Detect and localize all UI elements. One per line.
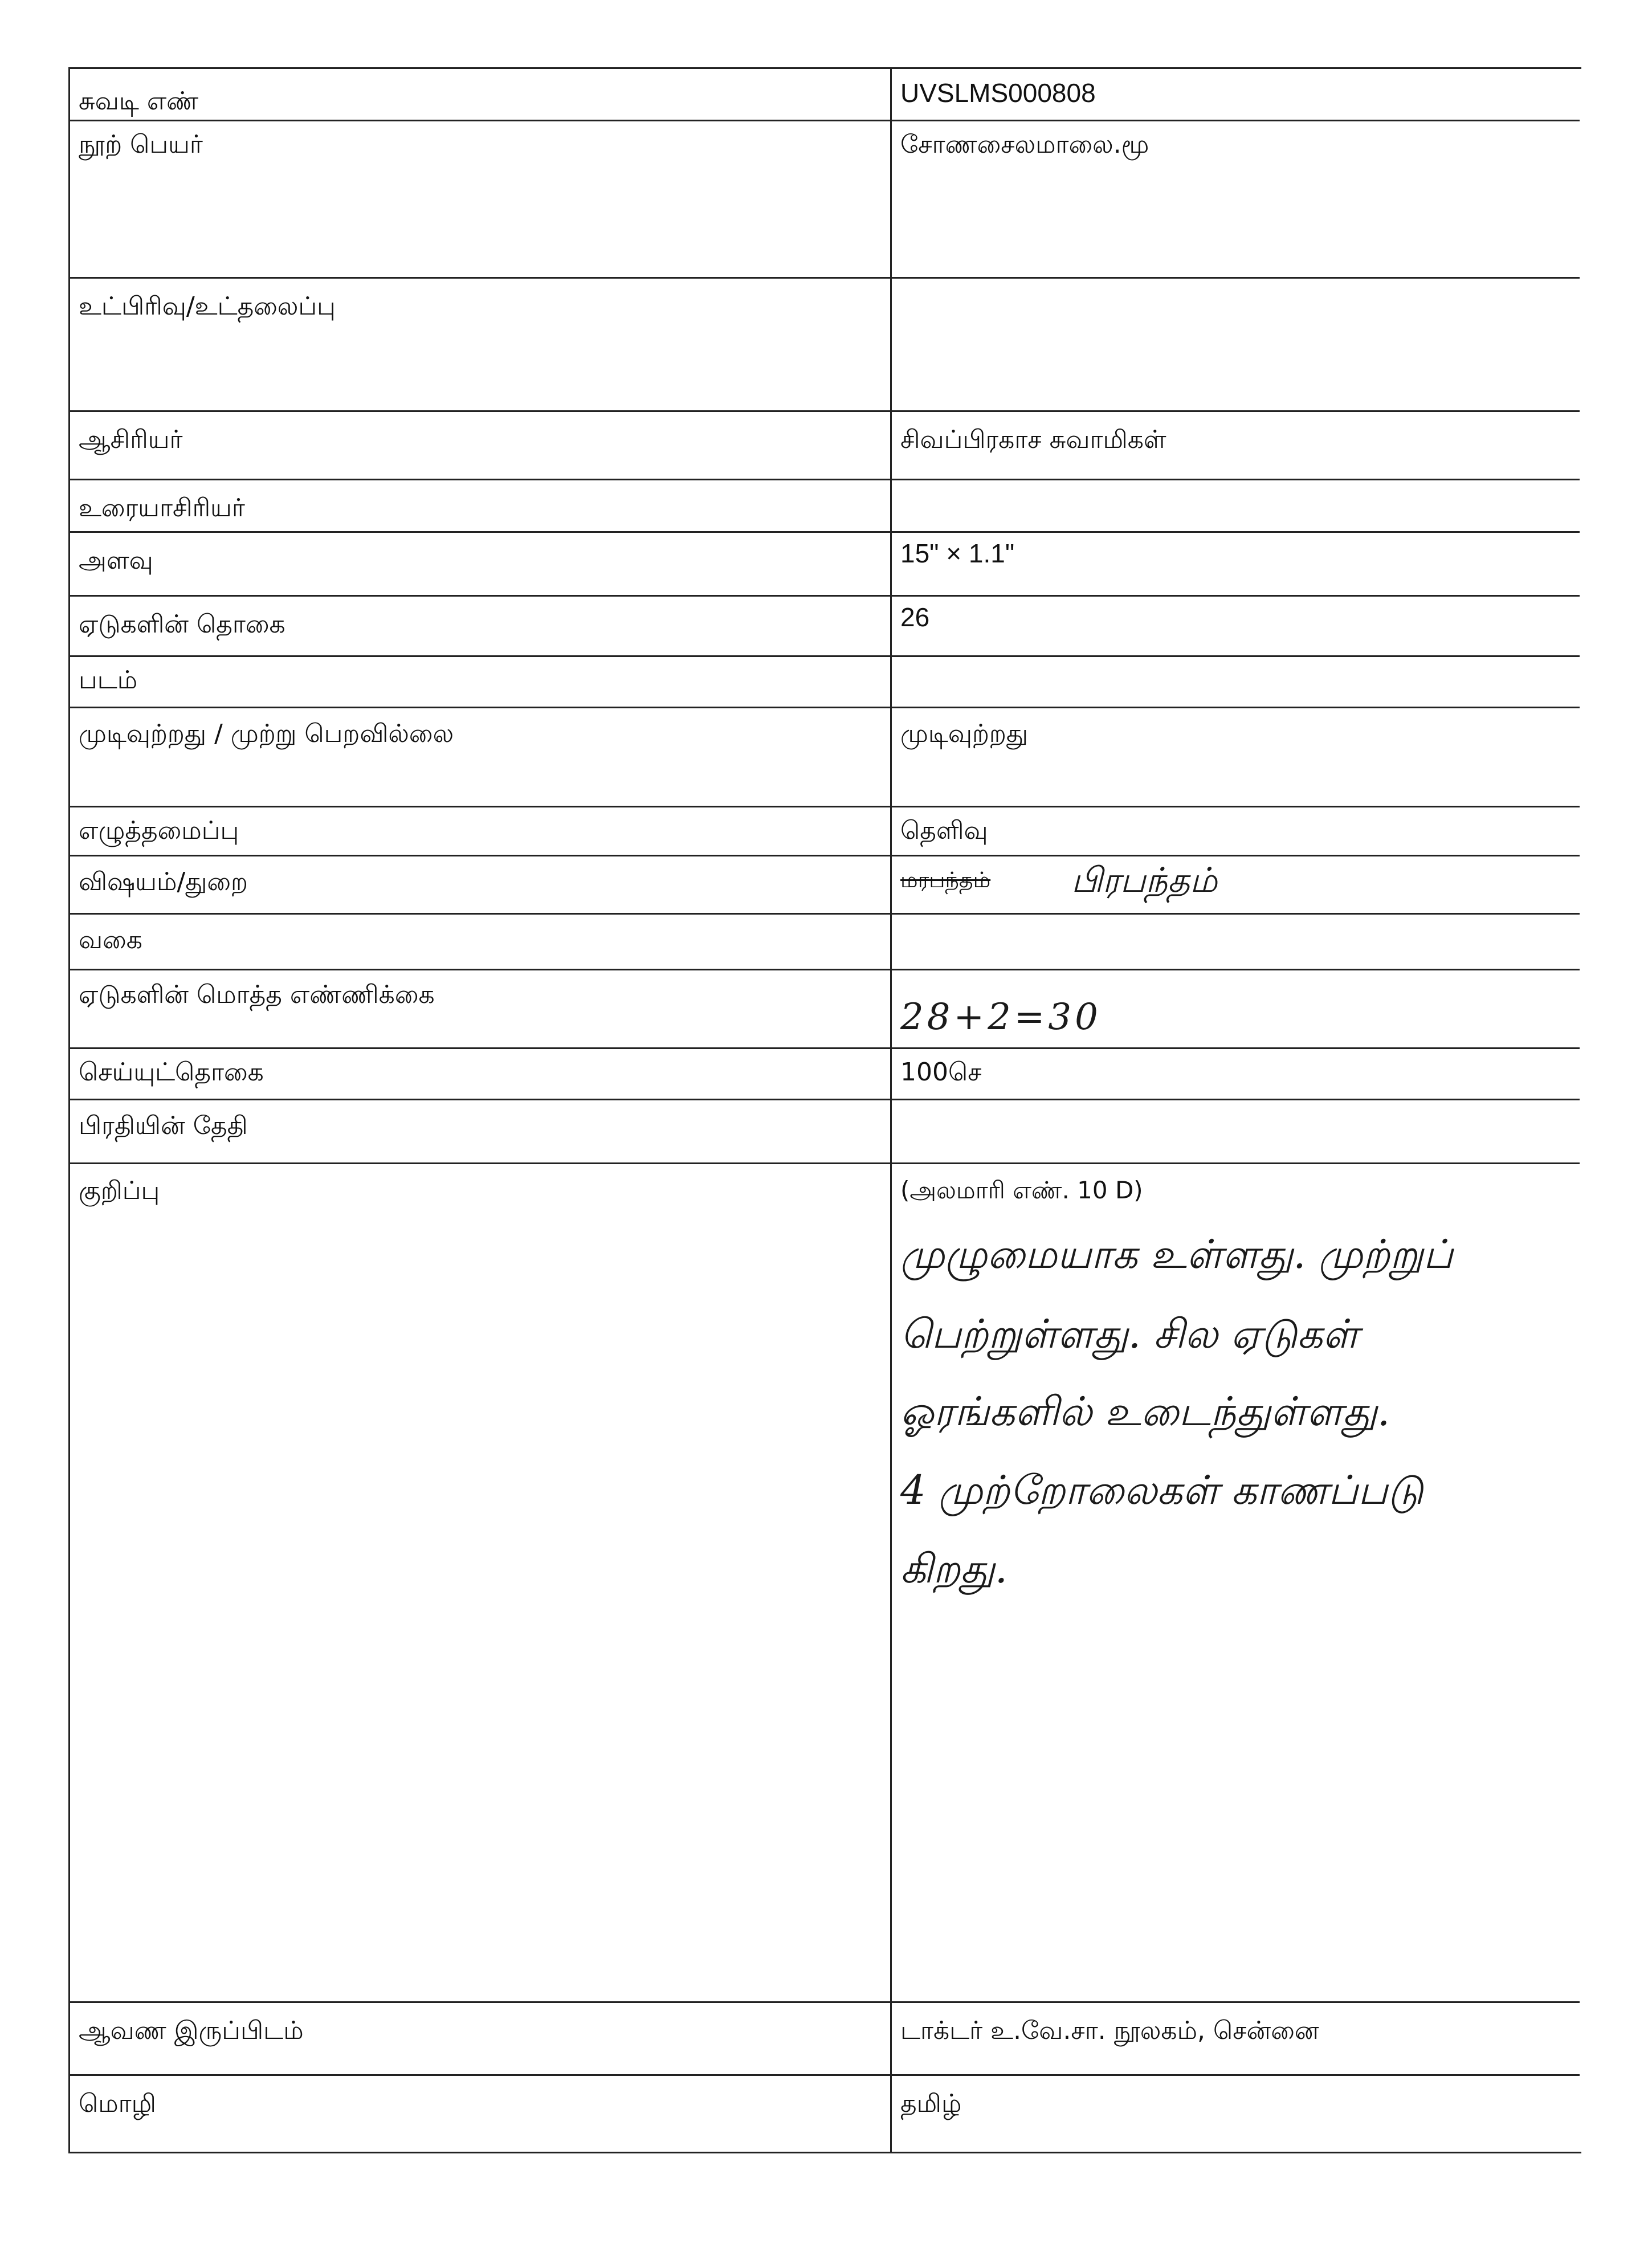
label-author: ஆசிரியர் [79, 425, 183, 454]
value-completeness: முடிவுற்றது [900, 719, 1029, 748]
value-verse-count: 100செ [900, 1058, 982, 1087]
row-border [68, 655, 1580, 657]
row-border [68, 479, 1580, 480]
value-notes-handwritten-line: 4 முற்றோலைகள் காணப்படு [900, 1467, 1423, 1513]
label-size: அளவு [79, 546, 153, 575]
value-notes-handwritten-line: பெற்றுள்ளது. சில ஏடுகள் [900, 1311, 1359, 1357]
label-total-leaves: ஏடுகளின் மொத்த எண்ணிக்கை [79, 980, 435, 1009]
row-border [68, 595, 1580, 597]
row-border [68, 855, 1580, 856]
row-border [68, 1047, 1580, 1049]
label-category: வகை [79, 925, 142, 954]
value-language: தமிழ் [900, 2089, 962, 2118]
value-total-leaves-handwritten: 28+2=30 [900, 996, 1102, 1038]
table-frame [68, 67, 1581, 2153]
row-border [68, 806, 1580, 807]
value-manuscript-no: UVSLMS000808 [900, 78, 1096, 108]
value-size: 15" × 1.1" [900, 538, 1015, 568]
label-commentator: உரையாசிரியர் [79, 493, 245, 523]
row-border [68, 531, 1580, 533]
row-border [68, 2001, 1580, 2003]
value-subject-handwritten: பிரபந்தம் [1071, 860, 1218, 900]
value-script: தெளிவு [900, 816, 988, 845]
value-title: சோணசைலமாலை.மூ [900, 130, 1149, 159]
label-copy-date: பிரதியின் தேதி [79, 1111, 248, 1140]
value-author: சிவப்பிரகாச சுவாமிகள் [900, 425, 1166, 454]
row-border [68, 410, 1580, 412]
value-notes-shelf: (அலமாரி எண். 10 D) [900, 1176, 1143, 1204]
value-leaf-count: 26 [900, 602, 930, 632]
row-border [68, 2074, 1580, 2076]
label-repository: ஆவண இருப்பிடம் [79, 2016, 304, 2045]
value-subject-struck: மரபந்தம் [900, 867, 991, 892]
column-divider [890, 67, 892, 2152]
value-notes-handwritten-line: முழுமையாக உள்ளது. முற்றுப் [900, 1231, 1453, 1278]
label-verse-count: செய்யுட்தொகை [79, 1058, 264, 1087]
label-subject: விஷயம்/துறை [79, 867, 248, 896]
label-completeness: முடிவுற்றது / முற்று பெறவில்லை [79, 719, 454, 748]
row-border [68, 120, 1580, 121]
label-script: எழுத்தமைப்பு [79, 816, 239, 845]
value-notes-handwritten-line: கிறது. [900, 1545, 1007, 1592]
label-leaf-count: ஏடுகளின் தொகை [79, 610, 285, 639]
row-border [68, 1162, 1580, 1164]
row-border [68, 1099, 1580, 1100]
label-subdivision: உட்பிரிவு/உட்தலைப்பு [79, 292, 336, 321]
label-title: நூற் பெயர் [79, 130, 203, 159]
value-repository: டாக்டர் உ.வே.சா. நூலகம், சென்னை [900, 2016, 1319, 2045]
value-notes-handwritten-line: ஓரங்களில் உடைந்துள்ளது. [900, 1388, 1390, 1435]
label-notes: குறிப்பு [79, 1176, 160, 1205]
row-border [68, 913, 1580, 915]
row-border [68, 707, 1580, 708]
label-illustration: படம் [79, 666, 138, 695]
row-border [68, 969, 1580, 970]
row-border [68, 277, 1580, 279]
label-manuscript-no: சுவடி எண் [79, 87, 199, 116]
label-language: மொழி [79, 2089, 156, 2118]
